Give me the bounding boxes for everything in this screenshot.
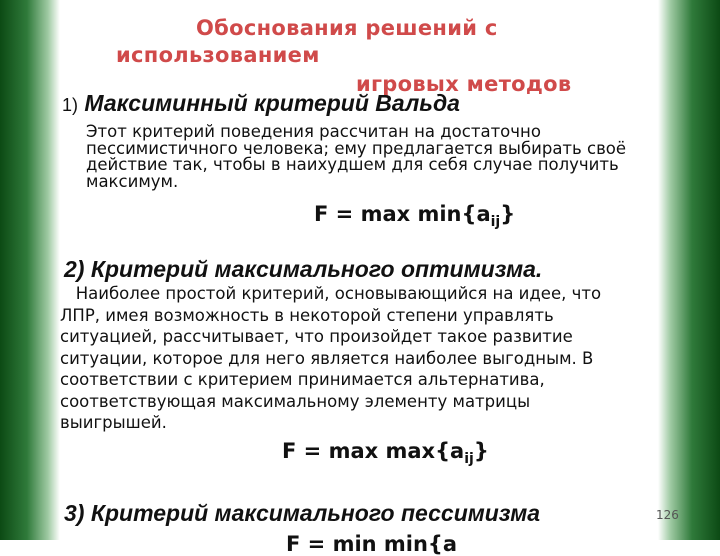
criterion-2-line: выигрышей. [60,413,167,432]
formula-3-partial: F = min min{a [286,532,458,556]
formula-maximax [282,439,489,467]
criterion-2-text [60,283,601,434]
criterion-1-name: Максиминный критерий Вальда [84,90,460,116]
right-green-band [658,0,720,540]
criterion-2-line: соответствии с критерием принимается альтернатива, [60,370,545,389]
criterion-1-line: действие так, чтобы в наихудшем для себя случае получить [86,155,619,174]
criterion-1-line: максимум. [86,171,179,191]
criterion-1-line: Этот критерий поведения рассчитан на достаточно [86,122,541,141]
criterion-1-heading [62,90,460,117]
criterion-2-line: ЛПР, имея возможность в некоторой степени управлять [60,305,554,325]
title-line-1: Обоснования решений с [196,16,498,40]
formula-maximin [314,202,515,230]
criterion-1-line: пессимистичного человека; ему предлагается выбирать своё [86,138,627,158]
criterion-2-heading: 2) Критерий максимального оптимизма. [64,256,543,282]
criterion-2-line: соответствующая максимальному элементу матрицы [60,391,531,411]
formula-2-main: F = max max{a [282,439,465,463]
formula-1-subscript: ij [490,214,501,230]
title-line-3: игровых методов [356,72,572,96]
formula-2-end: } [473,439,489,463]
formula-1-main: F = max min{a [314,202,491,226]
criterion-2-line: ситуации, которое для него является наиболее выгодным. В [60,348,594,368]
formula-1-end: } [500,202,516,226]
page-number: 126 [656,508,679,522]
formula-2-subscript: ij [464,451,474,467]
criterion-2-line: Наиболее простой критерий, основывающийся на идее, что [60,284,602,303]
left-green-band [0,0,60,540]
criterion-3-heading: 3) Критерий максимального пессимизма [64,500,541,526]
criterion-1-text [86,121,626,192]
criterion-2-line: ситуацией, рассчитывает, что произойдет такое развитие [60,327,573,346]
title-line-2: использованием [116,43,320,67]
criterion-1-number: 1) [62,95,79,115]
